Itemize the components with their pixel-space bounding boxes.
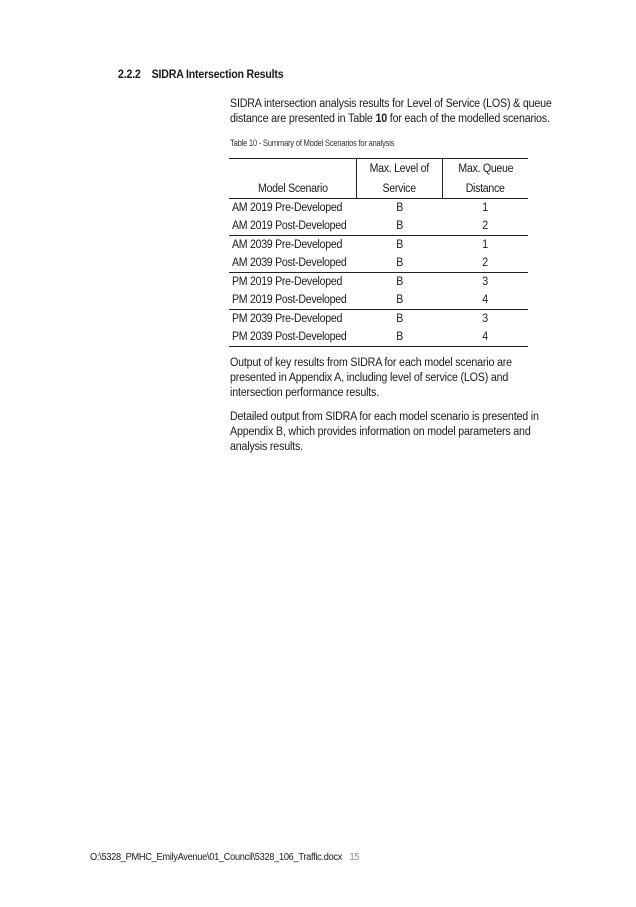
scenario-cell: PM 2019 Post-Developed <box>229 291 356 310</box>
los-cell: B <box>356 254 442 273</box>
scenario-cell: AM 2019 Pre-Developed <box>232 202 343 214</box>
table-row <box>229 217 528 236</box>
scenario-cell: AM 2019 Post-Developed <box>229 217 356 236</box>
queue-cell: 4 <box>442 328 528 347</box>
table-row <box>229 310 528 329</box>
para2-line-3: intersection performance results. <box>230 387 380 399</box>
appendix-a-paragraph <box>230 356 560 401</box>
los-cell: B <box>396 239 403 251</box>
los-cell: B <box>396 202 403 214</box>
table-caption: Table 10 - Summary of Model Scenarios for analysis <box>230 138 395 148</box>
table-reference: 10 <box>375 113 388 125</box>
table-row <box>229 199 528 218</box>
results-table <box>229 158 528 347</box>
scenario-cell: PM 2039 Post-Developed <box>229 328 356 347</box>
intro-line-2 <box>230 112 550 127</box>
page-footer <box>90 852 359 863</box>
header-spacer <box>229 159 356 181</box>
los-cell: B <box>396 313 403 325</box>
para2-line-1: Output of key results from SIDRA for each model scenario are <box>230 357 512 369</box>
intro-line-1: SIDRA intersection analysis results for Level of Service (LOS) & queue <box>230 98 552 110</box>
header-queue-line-1: Max. Queue <box>442 159 528 181</box>
queue-cell: 1 <box>482 239 489 251</box>
scenario-cell: AM 2039 Post-Developed <box>229 254 356 273</box>
page-number: 15 <box>349 852 360 863</box>
queue-cell: 3 <box>482 276 489 288</box>
appendix-b-paragraph <box>230 410 560 455</box>
header-los-line-1: Max. Level of <box>356 159 442 181</box>
para3-line-1: Detailed output from SIDRA for each model scenario is presented in <box>230 411 539 423</box>
intro-line-2-start: distance are presented in Table <box>230 113 376 125</box>
para3-line-2: Appendix B, which provides information on model parameters and <box>230 426 531 438</box>
scenario-cell: AM 2039 Pre-Developed <box>232 239 343 251</box>
section-title: SIDRA Intersection Results <box>151 69 284 81</box>
scenario-cell: PM 2039 Pre-Developed <box>232 313 343 325</box>
file-path: O:\5328_PMHC_EmilyAvenue\01_Council\5328_106_Traffic.docx <box>90 852 343 863</box>
section-heading <box>118 69 283 81</box>
los-cell: B <box>396 276 403 288</box>
intro-line-2-end: for each of the modelled scenarios. <box>387 113 550 125</box>
table-row <box>229 236 528 255</box>
para2-line-2: presented in Appendix A, including level of service (LOS) and <box>230 372 509 384</box>
table-row <box>229 291 528 310</box>
header-scenario: Model Scenario <box>229 180 356 199</box>
header-los-line-2: Service <box>356 180 442 199</box>
los-cell: B <box>356 217 442 236</box>
queue-cell: 1 <box>482 202 489 214</box>
queue-cell: 2 <box>442 254 528 273</box>
table-row <box>229 273 528 292</box>
queue-cell: 2 <box>442 217 528 236</box>
intro-paragraph <box>230 97 560 127</box>
table-row <box>229 254 528 273</box>
section-number: 2.2.2 <box>118 69 141 81</box>
table-row <box>229 328 528 347</box>
header-queue-line-2: Distance <box>442 180 528 199</box>
los-cell: B <box>356 328 442 347</box>
queue-cell: 4 <box>442 291 528 310</box>
para3-line-3: analysis results. <box>230 441 303 453</box>
scenario-cell: PM 2019 Pre-Developed <box>232 276 343 288</box>
los-cell: B <box>356 291 442 310</box>
queue-cell: 3 <box>482 313 489 325</box>
